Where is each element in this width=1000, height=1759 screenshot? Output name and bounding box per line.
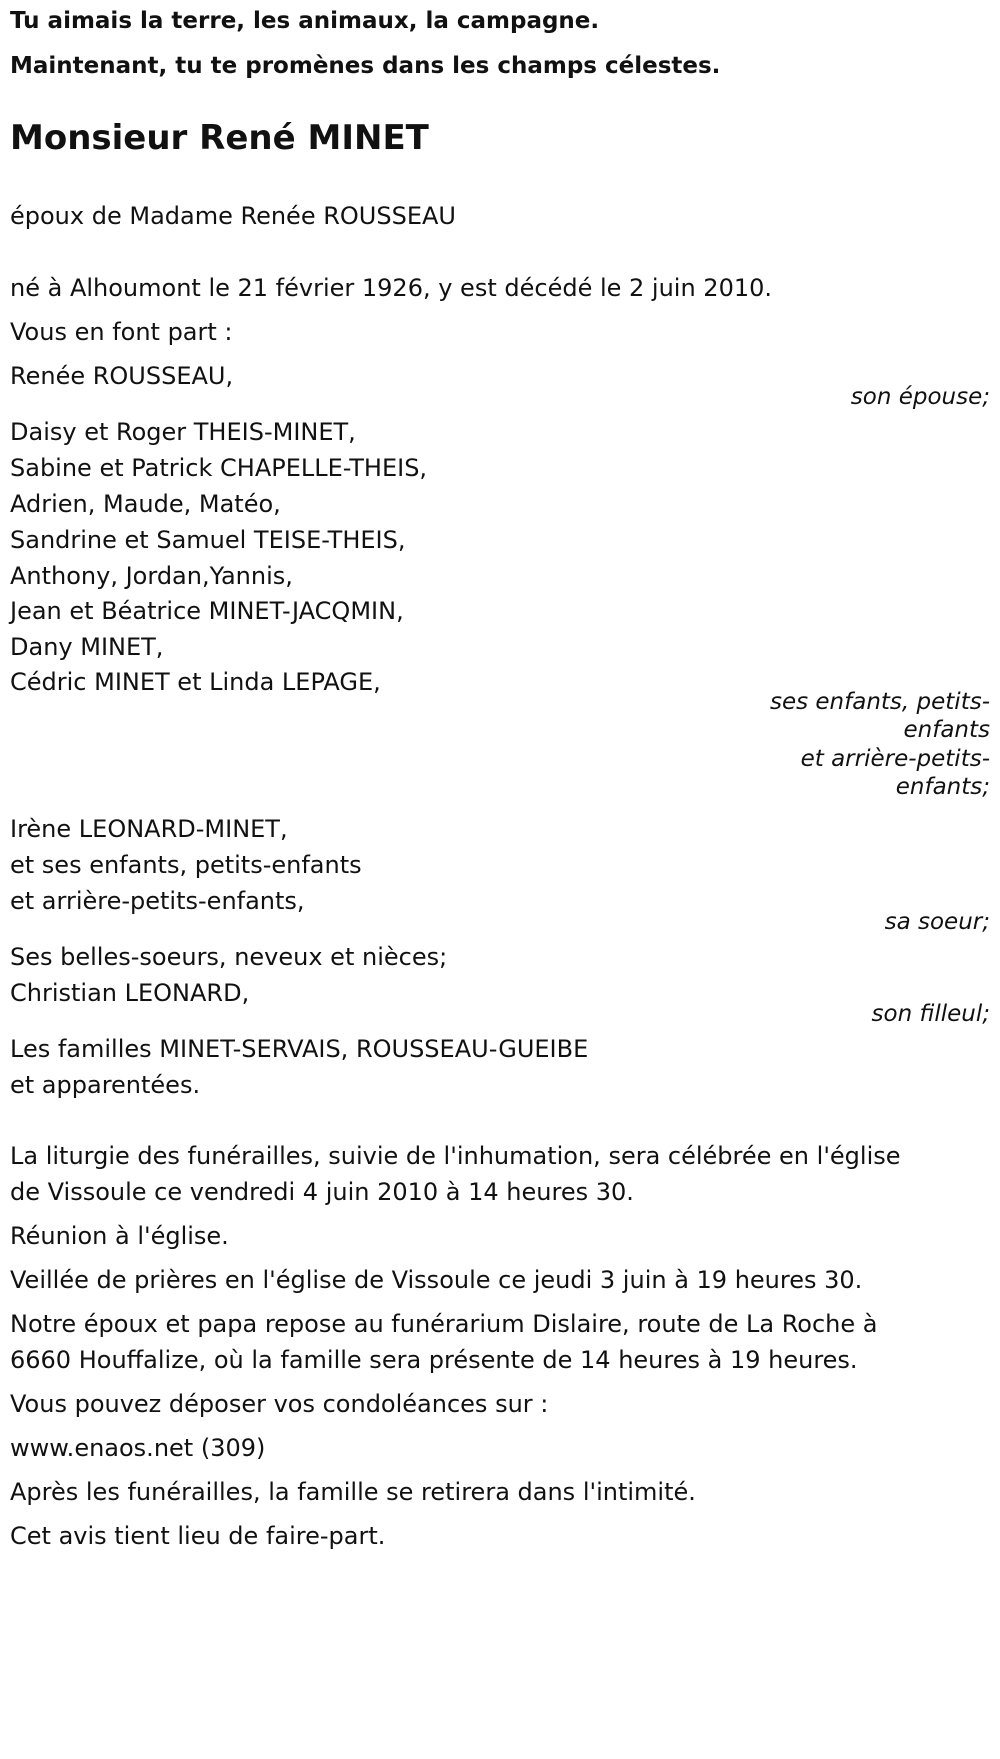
- family-child-line: Jean et Béatrice MINET-JACQMIN,: [10, 597, 404, 625]
- relation-children-2: et arrière-petits-enfants;: [800, 746, 990, 800]
- family-child-line: Sabine et Patrick CHAPELLE-THEIS,: [10, 454, 428, 482]
- family-sister-line: Irène LEONARD-MINET,: [10, 815, 288, 843]
- announcement: Vous en font part :: [10, 318, 233, 346]
- family-sister-line: et arrière-petits-enfants,: [10, 887, 305, 915]
- condolences-line: Vous pouvez déposer vos condoléances sur :: [10, 1390, 549, 1418]
- relation-spouse: son épouse;: [850, 384, 990, 410]
- family-child-line: Daisy et Roger THEIS-MINET,: [10, 418, 356, 446]
- family-child-line: Cédric MINET et Linda LEPAGE,: [10, 668, 381, 696]
- families-line: Les familles MINET-SERVAIS, ROUSSEAU-GUEIBE: [10, 1035, 589, 1063]
- liturgy-line-1: La liturgie des funérailles, suivie de l'inhumation, sera célébrée en l'église: [10, 1142, 901, 1170]
- deceased-name: Monsieur René MINET: [10, 118, 429, 158]
- relation-sister: sa soeur;: [884, 909, 990, 935]
- liturgy-line-2: de Vissoule ce vendredi 4 juin 2010 à 14 heures 30.: [10, 1178, 634, 1206]
- birth-death-line: né à Alhoumont le 21 février 1926, y est décédé le 2 juin 2010.: [10, 274, 773, 302]
- rest-line-1: Notre époux et papa repose au funérarium Dislaire, route de La Roche à: [10, 1310, 878, 1338]
- website-link[interactable]: www.enaos.net (309): [10, 1434, 266, 1462]
- families-line: et apparentées.: [10, 1071, 201, 1099]
- intro-line-2: Maintenant, tu te promènes dans les champs célestes.: [10, 53, 721, 79]
- relation-children-1: ses enfants, petits-enfants: [769, 689, 990, 743]
- family-child-line: Anthony, Jordan,Yannis,: [10, 562, 293, 590]
- family-child-line: Dany MINET,: [10, 633, 164, 661]
- family-child-line: Adrien, Maude, Matéo,: [10, 490, 281, 518]
- relation-godson: son filleul;: [871, 1001, 990, 1027]
- family-child-line: Sandrine et Samuel TEISE-THEIS,: [10, 526, 406, 554]
- intro-line-1: Tu aimais la terre, les animaux, la campagne.: [10, 8, 600, 34]
- family-godson-line: Christian LEONARD,: [10, 979, 250, 1007]
- spouse-line: époux de Madame Renée ROUSSEAU: [10, 202, 456, 230]
- family-godson-line: Ses belles-soeurs, neveux et nièces;: [10, 943, 448, 971]
- after-funeral-line: Après les funérailles, la famille se retirera dans l'intimité.: [10, 1478, 696, 1506]
- family-sister-line: et ses enfants, petits-enfants: [10, 851, 362, 879]
- meeting-line: Réunion à l'église.: [10, 1222, 229, 1250]
- vigil-line: Veillée de prières en l'église de Vissoule ce jeudi 3 juin à 19 heures 30.: [10, 1266, 863, 1294]
- family-spouse-name: Renée ROUSSEAU,: [10, 362, 234, 390]
- notice-line: Cet avis tient lieu de faire-part.: [10, 1522, 386, 1550]
- rest-line-2: 6660 Houffalize, où la famille sera présente de 14 heures à 19 heures.: [10, 1346, 858, 1374]
